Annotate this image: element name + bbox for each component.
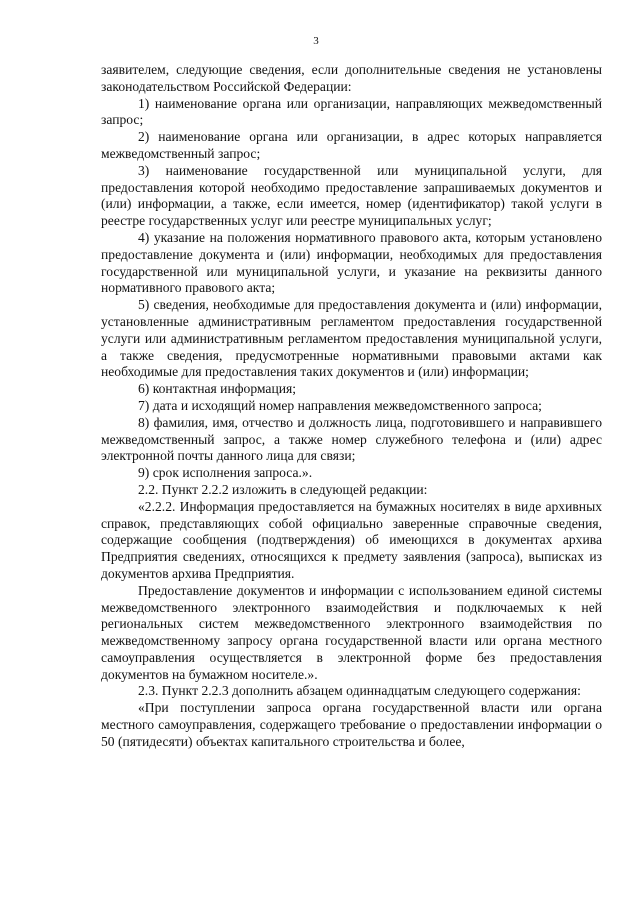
clause-2-2: 2.2. Пункт 2.2.2 изложить в следующей редакции: (138, 481, 428, 497)
clause-2-3: 2.3. Пункт 2.2.3 дополнить абзацем одиннадцатым следующего содержания: (138, 683, 581, 699)
page-number: 3 (313, 35, 319, 47)
list-item-7: 7) дата и исходящий номер направления межведомственного запроса; (138, 397, 542, 413)
paragraph-intro: заявителем, следующие сведения, если дополнительные сведения не установлены законодательством Российской Федерации: (101, 62, 602, 94)
list-item-1: 1) наименование органа или организации, направляющих межведомственный запрос; (101, 95, 602, 128)
list-item-6: 6) контактная информация; (138, 381, 297, 397)
clause-2-2-2-electronic: Предоставление документов и информации с использованием единой системы межведомственного электронного взаимодействия и подключаемых к ней региональных систем межведомственного электронного взаимодействия по межведомственному запросу органа государственной власти или органа местного самоуправления осуществляется в электронной форме без предоставления документов на бумажном носителе.». (101, 582, 602, 682)
list-item-8: 8) фамилия, имя, отчество и должность лица, подготовившего и направившего межведомственный запрос, а также номер служебного телефона и (или) адрес электронной почты данного лица для связи; (101, 414, 602, 464)
list-item-4: 4) указание на положения нормативного правового акта, которым установлено предоставление документа и (или) информации, необходимых для предоставления государственной или муниципальной услуги, и указание на реквизиты данного нормативного правового акта; (101, 229, 602, 296)
list-item-3: 3) наименование государственной или муниципальной услуги, для предоставления которой необходимо предоставление запрашиваемых документов и (или) информации, а также, если имеется, номер (идентификатор) такой услуги в реестре государственных услуг или реестре муниципальных услуг; (101, 162, 602, 229)
list-item-9: 9) срок исполнения запроса.». (138, 465, 313, 481)
list-item-5: 5) сведения, необходимые для предоставления документа и (или) информации, установленные административным регламентом предоставления государственной услуги или административным регламентом предоставления муниципальной услуги, а также сведения, предусмотренные нормативными правовыми актами как необходимые для предоставления таких документов и (или) информации; (101, 297, 602, 380)
clause-2-2-2-text: «2.2.2. Информация предоставляется на бумажных носителях в виде архивных справок, представляющих собой официально заверенные справочные сведения, содержащие сообщения (подтверждения) об имеющихся в документах архива Предприятия сведениях, относящихся к предмету заявления (запроса), выписках из документов архива Предприятия. (101, 498, 602, 581)
list-item-2: 2) наименование органа или организации, в адрес которых направляется межведомственный запрос; (101, 129, 602, 161)
document-body (101, 62, 602, 751)
clause-2-3-text: «При поступлении запроса органа государственной власти или органа местного самоуправления, содержащего требование о предоставлении информации о 50 (пятидесяти) объектах капитального строительства и более, (101, 700, 602, 749)
